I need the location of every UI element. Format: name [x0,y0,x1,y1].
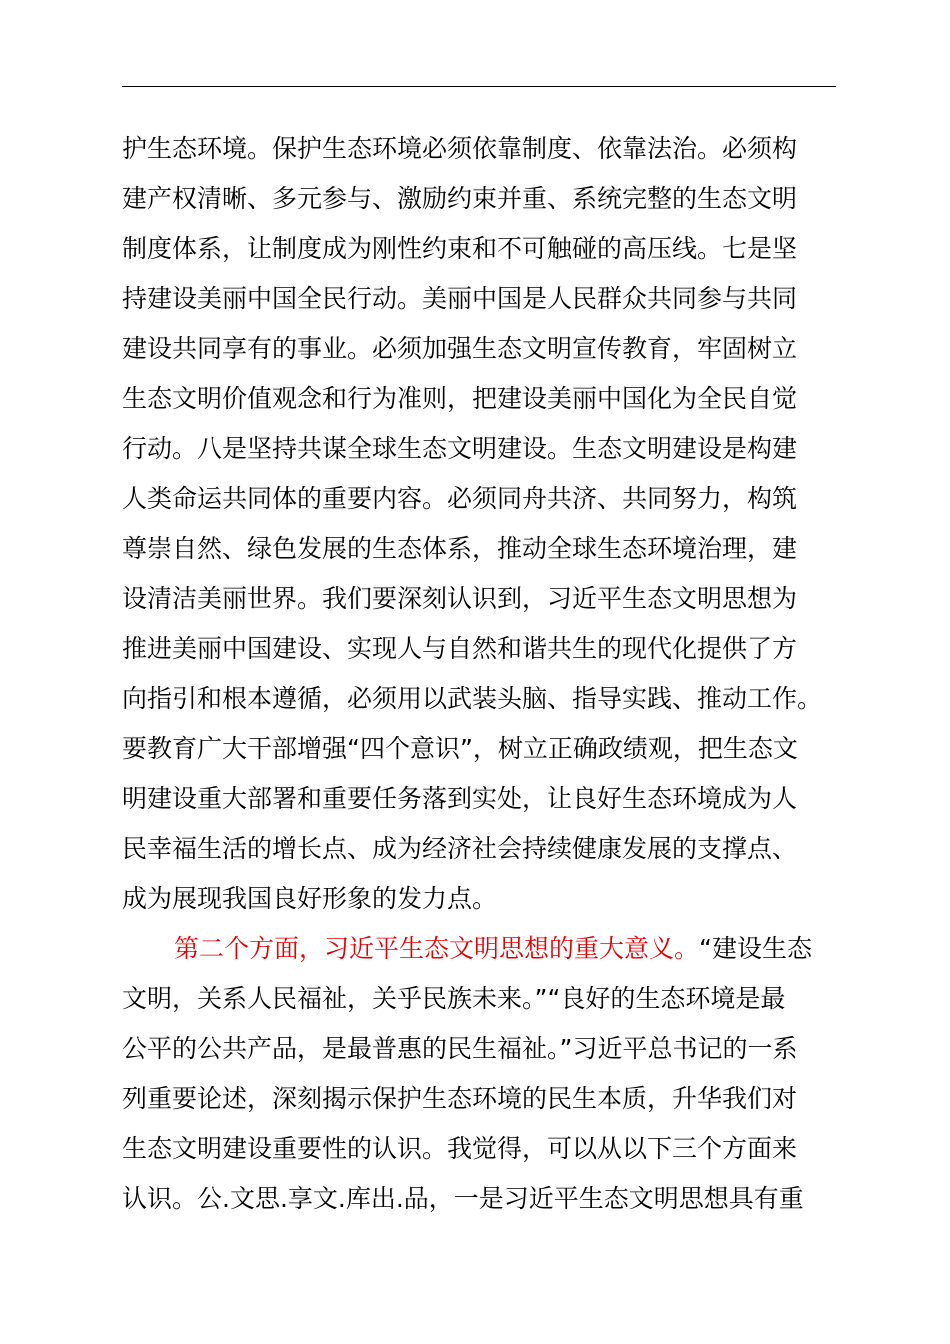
body-line: 人类命运共同体的重要内容。必须同舟共济、共同努力，构筑 [122,484,798,513]
body-line: 制度体系，让制度成为刚性约束和不可触碰的高压线。七是坚 [122,234,798,263]
body-line: 行动。八是坚持共谋全球生态文明建设。生态文明建设是构建 [122,434,798,463]
section-heading-rest: “建设生态 [699,934,812,963]
body-line: 向指引和根本遵循，必须用以武装头脑、指导实践、推动工作。 [122,684,823,713]
body-line: 列重要论述，深刻揭示保护生态环境的民生本质，升华我们对 [122,1084,798,1113]
body-line: 生态文明建设重要性的认识。我觉得，可以从以下三个方面来 [122,1134,798,1163]
body-line: 要教育广大干部增强“四个意识”，树立正确政绩观，把生态文 [122,734,798,763]
document-body [122,124,852,1224]
body-line: 认识。公.文思.享文.库出.品，一是习近平生态文明思想具有重 [122,1184,804,1213]
body-line: 建设共同享有的事业。必须加强生态文明宣传教育，牢固树立 [122,334,798,363]
body-line: 持建设美丽中国全民行动。美丽中国是人民群众共同参与共同 [122,284,798,313]
header-rule [122,86,836,87]
body-line: 建产权清晰、多元参与、激励约束并重、系统完整的生态文明 [122,184,798,213]
body-line: 民幸福生活的增长点、成为经济社会持续健康发展的支撑点、 [122,834,798,863]
body-line: 生态文明价值观念和行为准则，把建设美丽中国化为全民自觉 [122,384,798,413]
body-line: 尊崇自然、绿色发展的生态体系，推动全球生态环境治理，建 [122,534,798,563]
body-line: 设清洁美丽世界。我们要深刻认识到，习近平生态文明思想为 [122,584,798,613]
body-line: 护生态环境。保护生态环境必须依靠制度、依靠法治。必须构 [122,134,798,163]
section-heading-line [122,924,852,974]
section-heading-red: 第二个方面，习近平生态文明思想的重大意义。 [174,934,700,963]
body-line: 明建设重大部署和重要任务落到实处，让良好生态环境成为人 [122,784,798,813]
body-line: 成为展现我国良好形象的发力点。 [122,884,498,913]
body-line: 文明，关系人民福祉，关乎民族未来。”“良好的生态环境是最 [122,984,786,1013]
body-line: 公平的公共产品，是最普惠的民生福祉。”习近平总书记的一系 [122,1034,798,1063]
body-line: 推进美丽中国建设、实现人与自然和谐共生的现代化提供了方 [122,634,798,663]
